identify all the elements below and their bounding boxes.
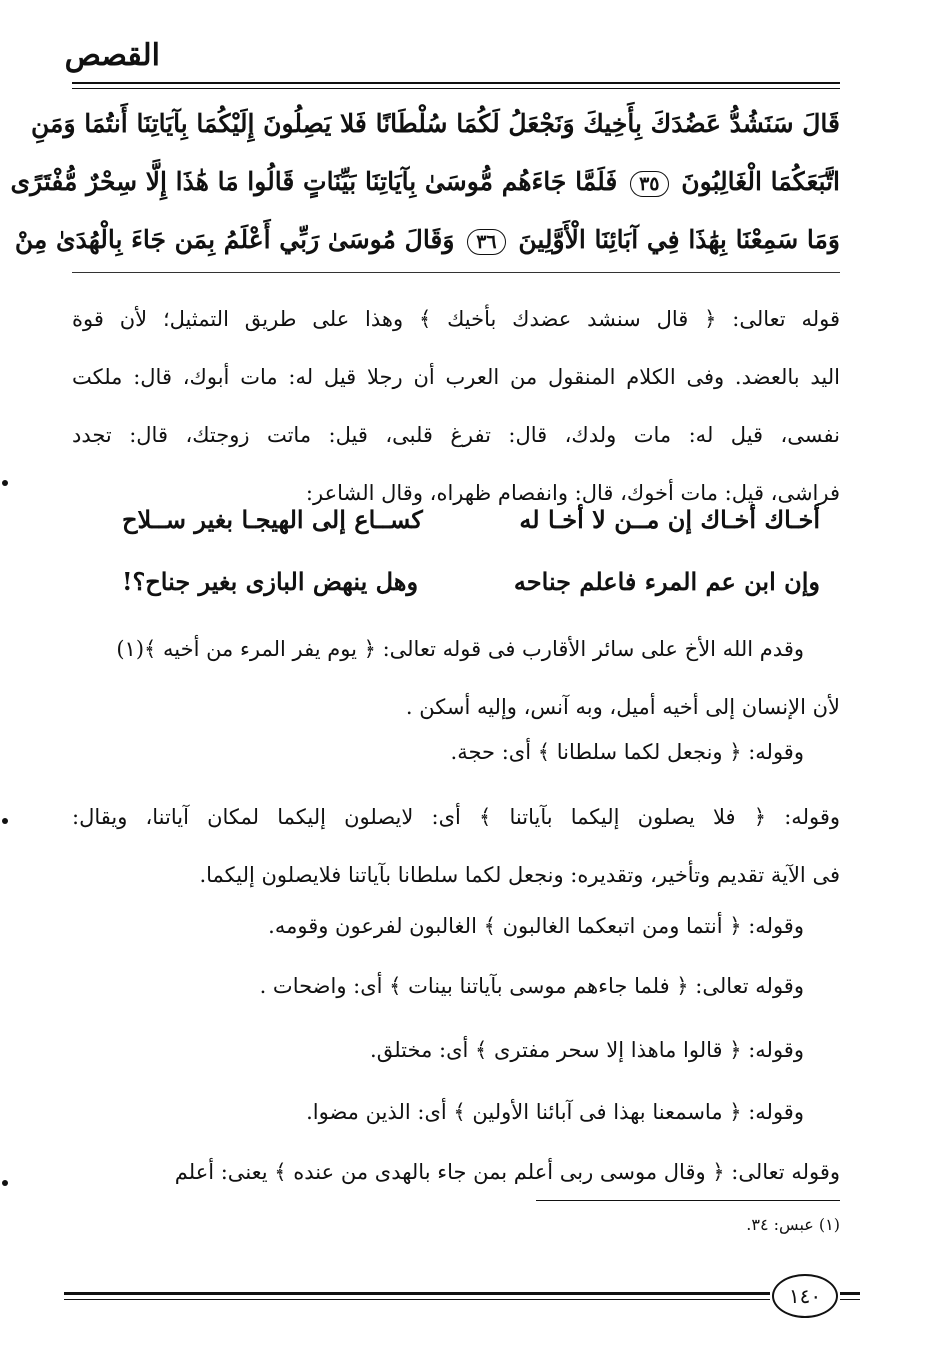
commentary-line: وقوله: ﴿ ماسمعنا بهذا فى آبائنا الأولين ﴾ أى: الذين مضوا. bbox=[306, 1100, 804, 1124]
quran-verses-block bbox=[10, 98, 840, 272]
poem-hemistich: كســاع إلى الهيجـا بغير ســلاح bbox=[122, 505, 423, 534]
poem-hemistich: وهل ينهض البازى بغير جناح؟! bbox=[122, 567, 419, 596]
commentary-line: وقوله تعالى: ﴿ وقال موسى ربى أعلم بمن جاء بالهدى من عنده ﴾ يعنى: أعلم bbox=[174, 1160, 840, 1184]
commentary-line: وقوله: ﴿ أنتما ومن اتبعكما الغالبون ﴾ الغالبون لفرعون وقومه. bbox=[268, 914, 804, 938]
quran-line bbox=[14, 214, 840, 272]
quran-line bbox=[10, 156, 840, 214]
poem-verse bbox=[72, 562, 840, 602]
commentary-paragraph bbox=[72, 290, 840, 522]
commentary-paragraph bbox=[72, 620, 840, 736]
page-number: ١٤٠ bbox=[772, 1274, 838, 1318]
margin-mark bbox=[2, 1180, 8, 1186]
footnote-rule bbox=[536, 1200, 840, 1201]
text-line: فى الآية تقديم وتأخير، وتقديره: ونجعل لكما سلطانا بآياتنا فلايصلون إليكما. bbox=[199, 863, 840, 887]
commentary-paragraph bbox=[72, 788, 840, 904]
text-line: اليد بالعضد. وفى الكلام المنقول من العرب أن رجلا قيل له: مات أبوك، قال: ملكت bbox=[72, 365, 840, 389]
poem-hemistich: وإن ابن عم المرء فاعلم جناحه bbox=[513, 567, 820, 596]
footer-rule bbox=[840, 1292, 860, 1300]
quran-line bbox=[31, 98, 840, 156]
poem-hemistich: أخـاك أخـاك إن مــن لا أخـا له bbox=[519, 505, 820, 534]
text-line: قوله تعالى: ﴿ قال سنشد عضدك بأخيك ﴾ وهذا على طريق التمثيل؛ لأن قوة bbox=[72, 307, 840, 331]
text-line: وقوله: ﴿ فلا يصلون إليكما بآياتنا ﴾ أى: لايصلون إليكما لمكان آياتنا، ويقال: bbox=[72, 805, 840, 829]
quran-text: وَمَا سَمِعْنَا بِهَٰذَا فِي آبَائِنَا الْأَوَّلِينَ bbox=[518, 225, 840, 254]
quran-text: فَلَمَّا جَاءَهُم مُّوسَىٰ بِآيَاتِنَا بَيِّنَاتٍ قَالُوا مَا هَٰذَا إِلَّا سِحْرٌ مُّفْتَرًى bbox=[10, 167, 618, 196]
quran-text: اتَّبَعَكُمَا الْغَالِبُونَ bbox=[681, 167, 840, 196]
commentary-line: وقوله تعالى: ﴿ فلما جاءهم موسى بآياتنا بينات ﴾ أى: واضحات . bbox=[259, 974, 804, 998]
header-rule bbox=[72, 82, 840, 89]
running-header-title: القصص bbox=[64, 38, 160, 73]
section-divider bbox=[72, 272, 840, 273]
commentary-line: وقوله: ﴿ ونجعل لكما سلطانا ﴾ أى: حجة. bbox=[450, 740, 804, 764]
text-line: فراشى، قيل: مات أخوك، قال: وانفصام ظهراه، وقال الشاعر: bbox=[305, 481, 840, 505]
margin-mark bbox=[2, 818, 8, 824]
quran-text: وَقَالَ مُوسَىٰ رَبِّي أَعْلَمُ بِمَن جَاءَ بِالْهُدَىٰ مِنْ bbox=[14, 225, 455, 254]
footnote: (١) عبس: ٣٤. bbox=[746, 1215, 840, 1234]
commentary-line: وقوله: ﴿ قالوا ماهذا إلا سحر مفترى ﴾ أى: مختلق. bbox=[370, 1038, 804, 1062]
ayah-number-marker: ٣٦ bbox=[467, 229, 505, 255]
text-line: لأن الإنسان إلى أخيه أميل، وبه آنس، وإليه أسكن . bbox=[405, 695, 840, 719]
text-line: وقدم الله الأخ على سائر الأقارب فى قوله تعالى: ﴿ يوم يفر المرء من أخيه ﴾(١) bbox=[116, 637, 804, 661]
margin-mark bbox=[2, 480, 8, 486]
ayah-number-marker: ٣٥ bbox=[630, 171, 668, 197]
quran-text: قَالَ سَنَشُدُّ عَضُدَكَ بِأَخِيكَ وَنَجْعَلُ لَكُمَا سُلْطَانًا فَلا يَصِلُونَ إِلَيْكُمَا بِآيَاتِنَا أَنتُمَا وَمَنِ bbox=[31, 109, 840, 138]
footer-rule bbox=[64, 1292, 770, 1300]
poem-verse bbox=[72, 500, 840, 540]
text-line: نفسى، قيل له: مات ولدك، قال: تفرغ قلبى، قيل: ماتت زوجتك، قال: تجدد bbox=[72, 423, 840, 447]
